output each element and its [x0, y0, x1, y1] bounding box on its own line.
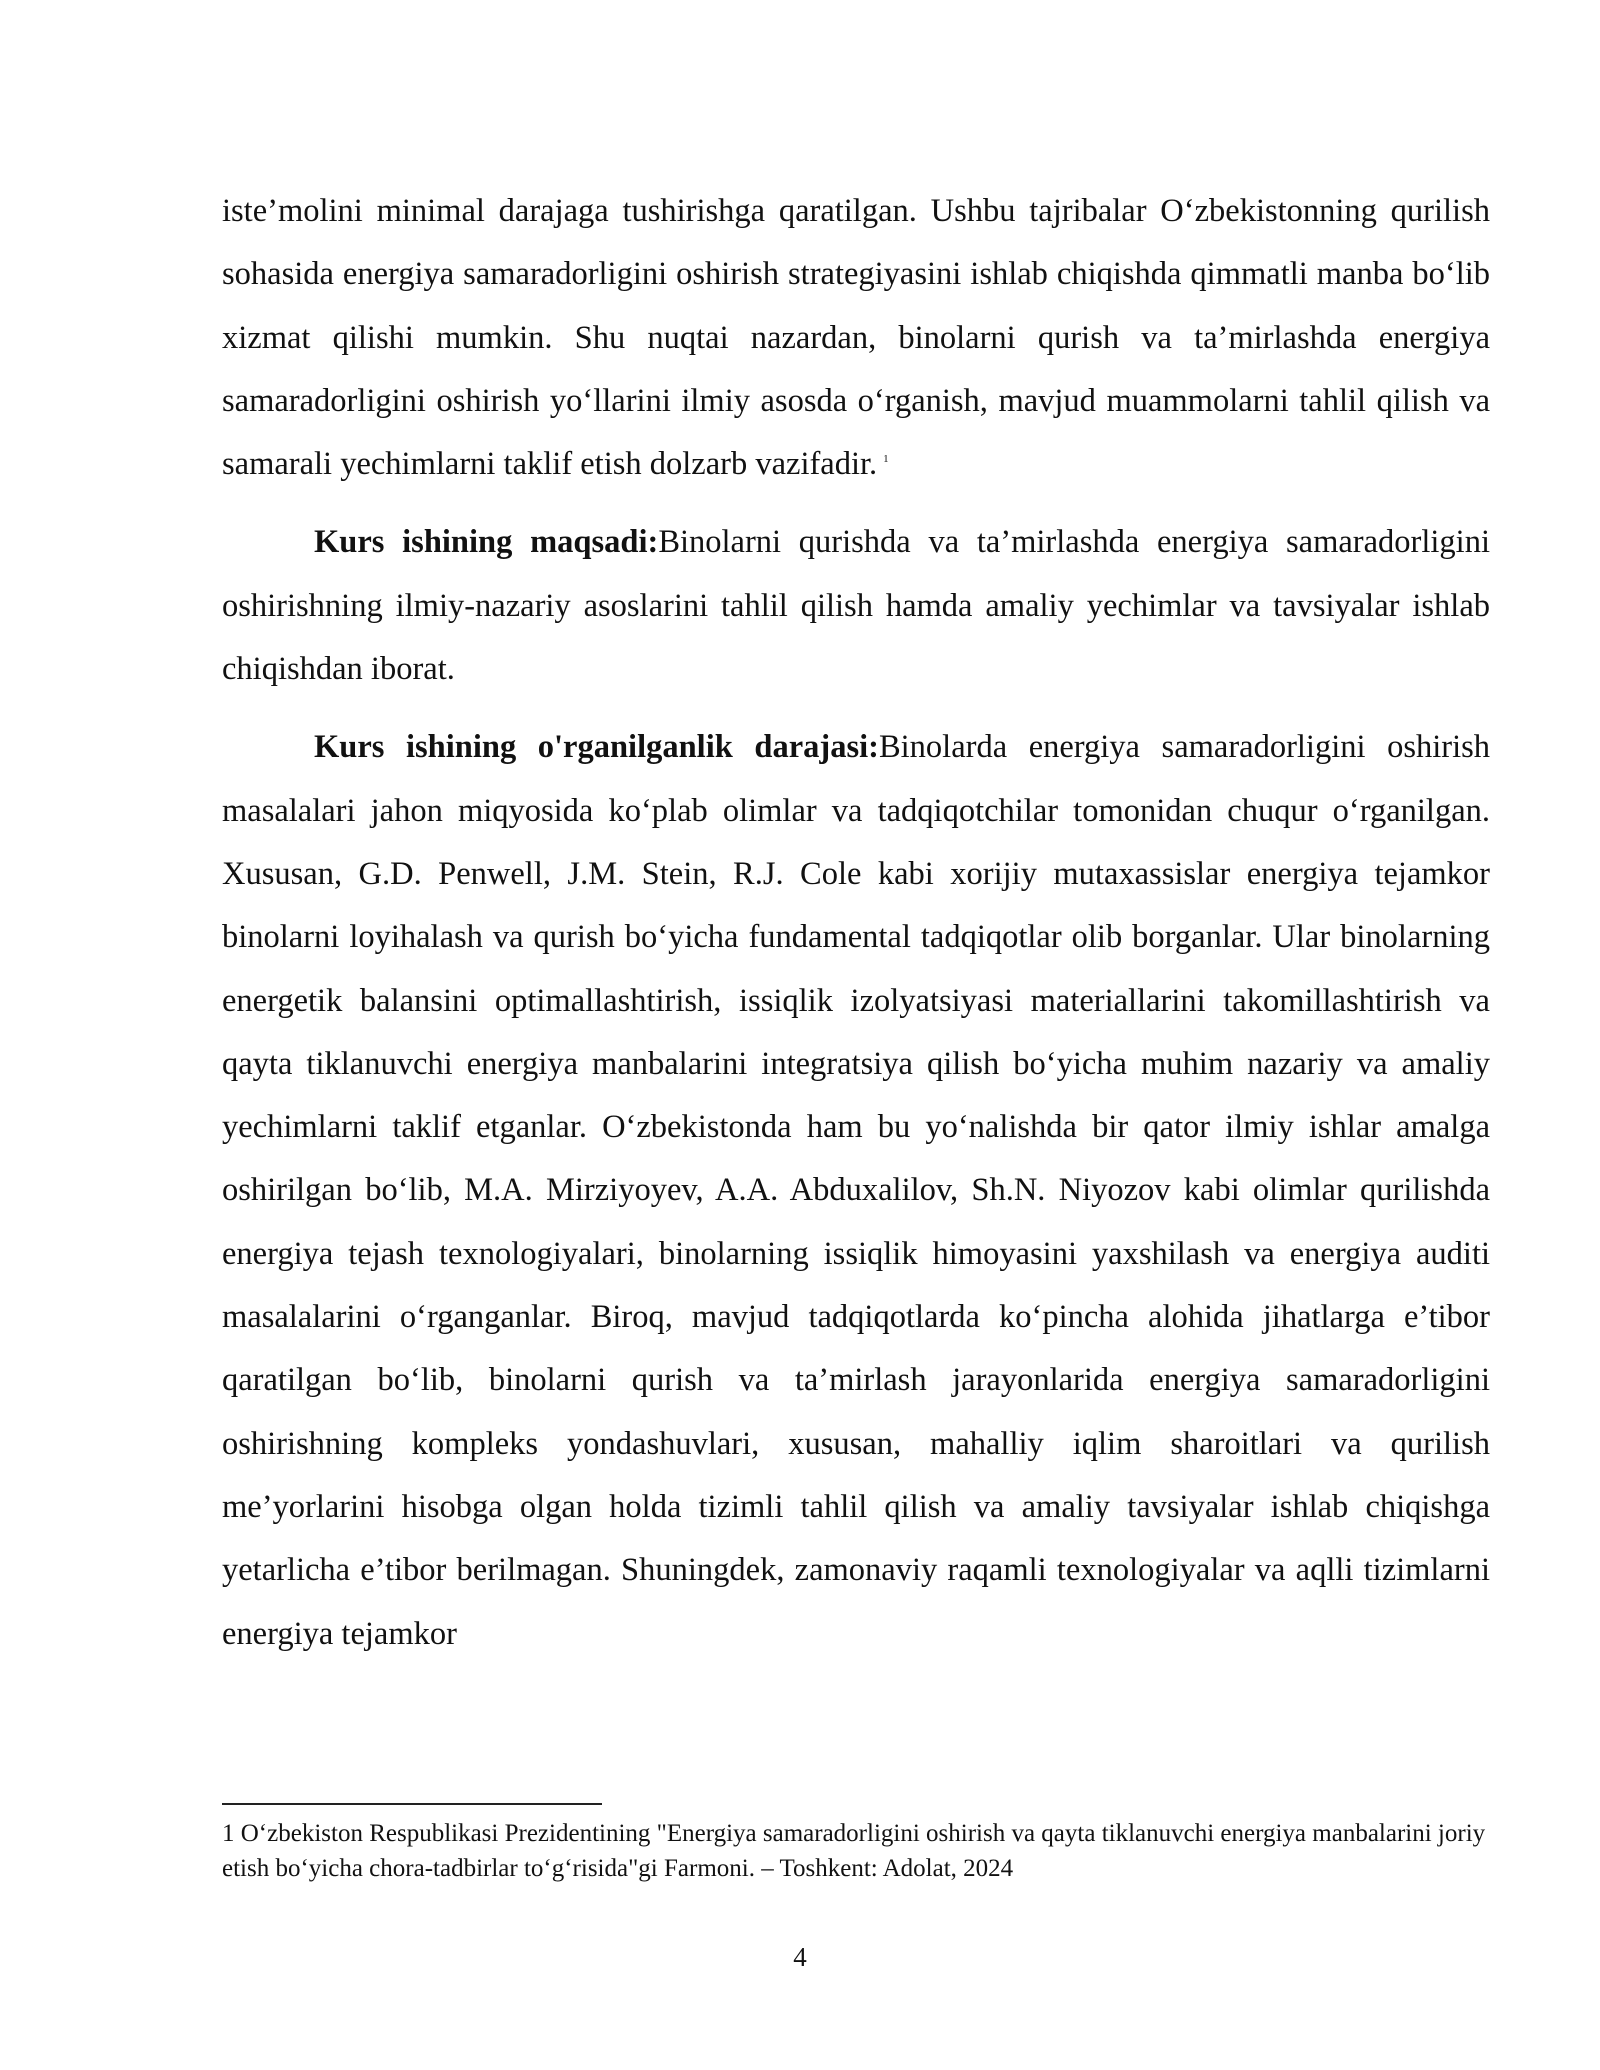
footnote-separator: [222, 1803, 602, 1805]
study-level-heading: Kurs ishining o'rganilganlik darajasi:: [314, 729, 879, 766]
paragraph-intro: [222, 180, 1490, 496]
footnote-reference[interactable]: 1: [883, 453, 889, 466]
page-body: [222, 180, 1490, 1681]
purpose-heading: Kurs ishining maqsadi:: [314, 524, 659, 561]
paragraph-purpose: [222, 511, 1490, 701]
paragraph-intro-text: iste’molini minimal darajaga tushirishga qaratilgan. Ushbu tajribalar O‘zbekistonning qurilish sohasida energiya samaradorligini oshirish strategiyasini ishlab chiqishda qimmatli manba bo‘lib xizmat qilishi mumkin. Shu nuqtai nazardan, binolarni qurish va ta’mirlashda energiya samaradorligini oshirish yo‘llarini ilmiy asosda o‘rganish, mavjud muammolarni tahlil qilish va samarali yechimlarni taklif etish dolzarb vazifadir.: [222, 193, 1490, 483]
footnote: 1 O‘zbekiston Respublikasi Prezidentining "Energiya samaradorligini oshirish va qayta tiklanuvchi energiya manbalarini joriy etish bo‘yicha chora-tadbirlar to‘g‘risida"gi Farmoni. – Toshkent: Adolat, 2024: [222, 1820, 1486, 1882]
purpose-text: Binolarni qurishda va ta’mirlashda energiya samaradorligini oshirishning ilmiy-nazariy asoslarini tahlil qilish hamda amaliy yechimlar va tavsiyalar ishlab chiqishdan iborat.: [222, 524, 1490, 688]
page-number: 4: [793, 1942, 807, 1972]
study-level-text: Binolarda energiya samaradorligini oshirish masalalari jahon miqyosida ko‘plab olimlar va tadqiqotchilar tomonidan chuqur o‘rganilgan. Xususan, G.D. Penwell, J.M. Stein, R.J. Cole kabi xorijiy mutaxassislar energiya tejamkor binolarni loyihalash va qurish bo‘yicha fundamental tadqiqotlar olib borganlar. Ular binolarning energetik balansini optimallashtirish, issiqlik izolyatsiyasi materiallarini takomillashtirish va qayta tiklanuvchi energiya manbalarini integratsiya qilish bo‘yicha muhim nazariy va amaliy yechimlarni taklif etganlar. O‘zbekistonda ham bu yo‘nalishda bir qator ilmiy ishlar amalga oshirilgan bo‘lib, M.A. Mirziyoyev, A.A. Abduxalilov, Sh.N. Niyozov kabi olimlar qurilishda energiya tejash texnologiyalari, binolarning issiqlik himoyasini yaxshilash va energiya auditi masalalarini o‘rganganlar. Biroq, mavjud tadqiqotlarda ko‘pincha alohida jihatlarga e’tibor qaratilgan bo‘lib, binolarni qurish va ta’mirlash jarayonlarida energiya samaradorligini oshirishning kompleks yondashuvlari, xususan, mahalliy iqlim sharoitlari va qurilish me’yorlarini hisobga olgan holda tizimli tahlil qilish va amaliy tavsiyalar ishlab chiqishga yetarlicha e’tibor berilmagan. Shuningdek, zamonaviy raqamli texnologiyalar va aqlli tizimlarni energiya tejamkor: [222, 729, 1491, 1652]
paragraph-study-level: [222, 716, 1490, 1665]
